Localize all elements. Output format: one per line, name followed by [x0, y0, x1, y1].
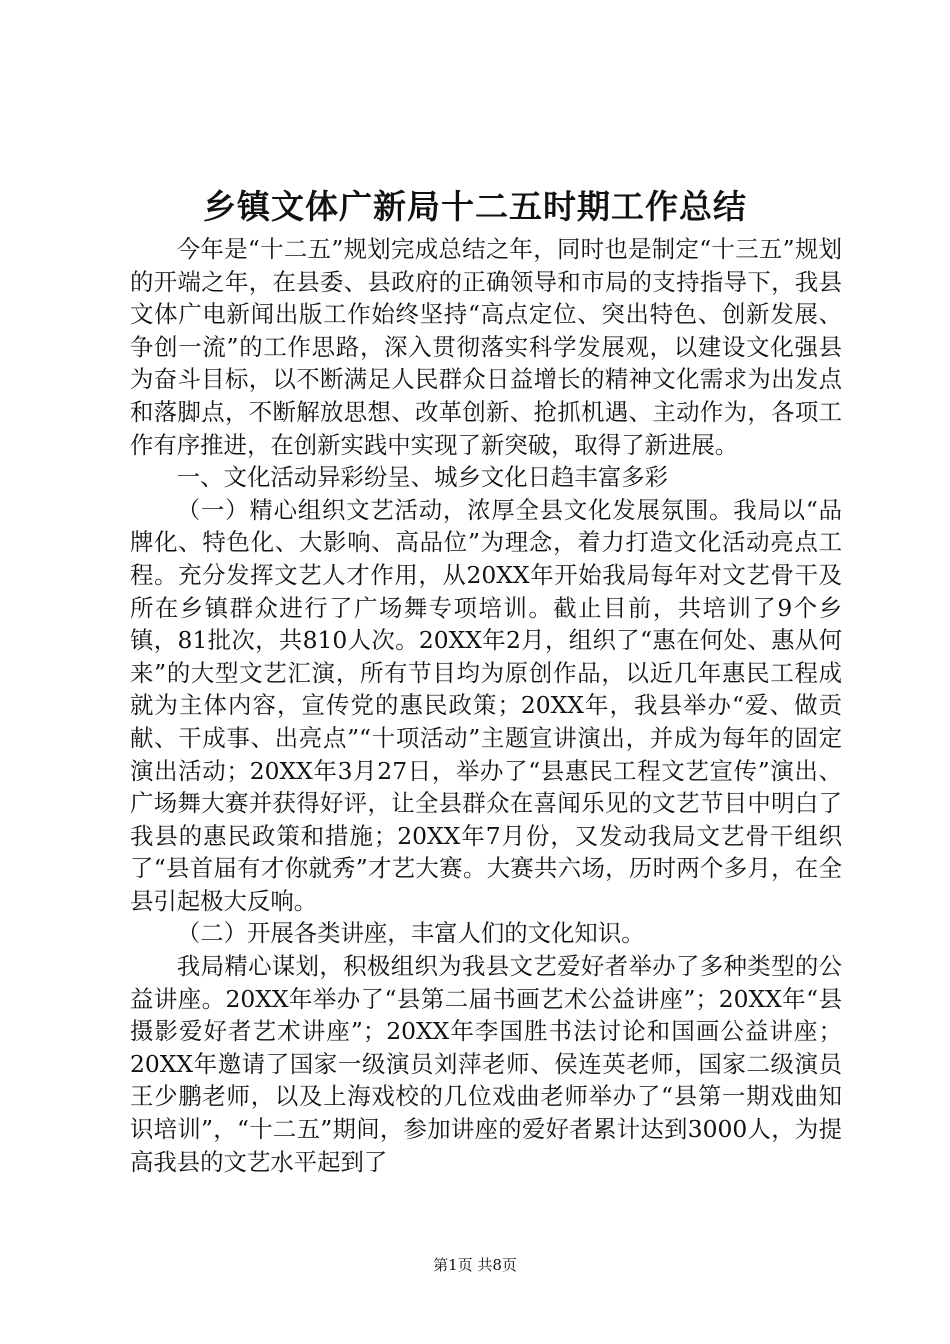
subsection-2-paragraph: 我局精心谋划，积极组织为我县文艺爱好者举办了多种类型的公益讲座。20XX年举办了“县第二届书画艺术公益讲座”；20XX年“县摄影爱好者艺术讲座”；20XX年李国胜书法讨论和国画公益讲座；20XX年邀请了国家一级演员刘萍老师、侯连英老师，国家二级演员王少鹏老师，以及上海戏校的几位戏曲老师举办了“县第一期戏曲知识培训”，“十二五”期间，参加讲座的爱好者累计达到3000人，为提高我县的文艺水平起到了	[130, 952, 842, 1176]
subsection-2-heading: （二）开展各类讲座，丰富人们的文化知识。	[176, 919, 645, 948]
section-heading-1: 一、文化活动异彩纷呈、城乡文化日趋丰富多彩	[176, 463, 668, 492]
subsection-1-paragraph: （一）精心组织文艺活动，浓厚全县文化发展氛围。我局以“品牌化、特色化、大影响、高品位”为理念，着力打造文化活动亮点工程。充分发挥文艺人才作用，从20XX年开始我局每年对文艺骨干及所在乡镇群众进行了广场舞专项培训。截止目前，共培训了9个乡镇，81批次，共810人次。20XX年2月，组织了“惠在何处、惠从何来”的大型文艺汇演，所有节目均为原创作品，以近几年惠民工程成就为主体内容，宣传党的惠民政策；20XX年，我县举办“爱、做贡献、干成事、出亮点”“十项活动”主题宣讲演出，并成为每年的固定演出活动；20XX年3月27日，举办了“县惠民工程文艺宣传”演出、广场舞大赛并获得好评，让全县群众在喜闻乐见的文艺节目中明白了我县的惠民政策和措施；20XX年7月份，又发动我局文艺骨干组织了“县首届有才你就秀”才艺大赛。大赛共六场，历时两个多月，在全县引起极大反响。	[130, 495, 842, 915]
document-title: 乡镇文体广新局十二五时期工作总结	[203, 187, 747, 226]
document-body	[130, 233, 842, 1178]
paragraph-intro: 今年是“十二五”规划完成总结之年，同时也是制定“十三五”规划的开端之年，在县委、县政府的正确领导和市局的支持指导下，我县文体广电新闻出版工作始终坚持“高点定位、突出特色、创新发展、争创一流”的工作思路，深入贯彻落实科学发展观，以建设文化强县为奋斗目标，以不断满足人民群众日益增长的精神文化需求为出发点和落脚点，不断解放思想、改革创新、抢抓机遇、主动作为，各项工作有序推进，在创新实践中实现了新突破，取得了新进展。	[130, 235, 842, 459]
page-footer: 第1页 共8页	[433, 1256, 517, 1274]
